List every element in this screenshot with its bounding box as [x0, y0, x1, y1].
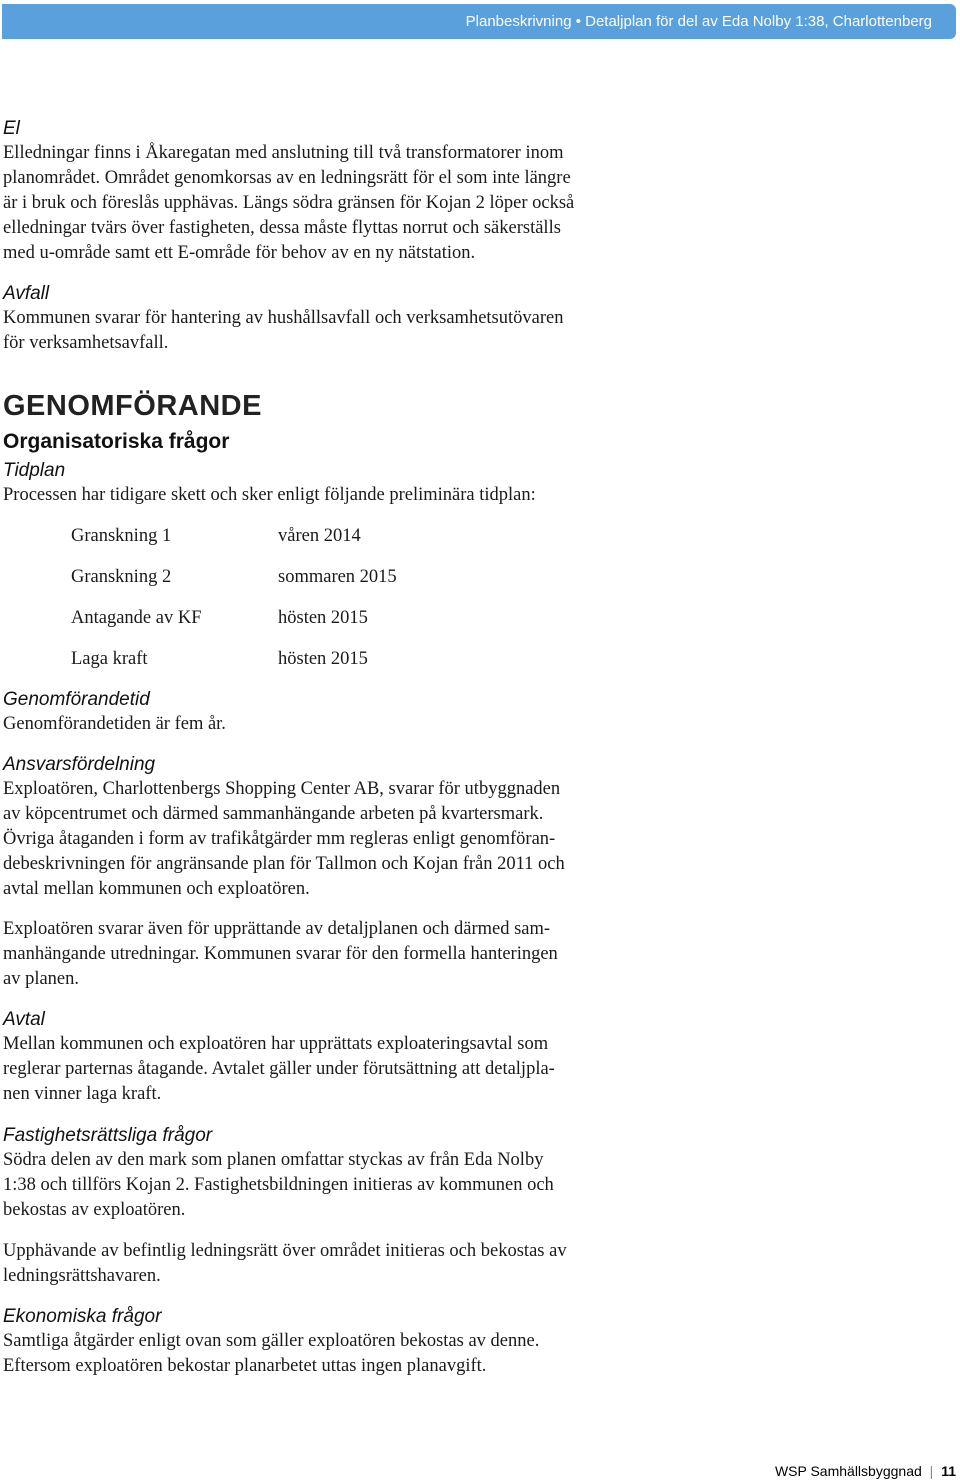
tidplan-row [71, 565, 643, 606]
section-heading-ansvar: Ansvarsfördelning [3, 754, 156, 775]
text-line: 1:38 och tillförs Kojan 2. Fastighetsbildningen initieras av kommunen och [3, 1175, 554, 1195]
tidplan-row [71, 524, 643, 565]
tidplan-step: Laga kraft [71, 649, 148, 669]
genomforandetid-text: Genomförandetiden är fem år. [3, 714, 226, 734]
text-line: nen vinner laga kraft. [3, 1084, 162, 1104]
document-title: Planbeskrivning • Detaljplan för del av Eda Nolby 1:38, Charlottenberg [465, 13, 932, 30]
paragraph-ekonomi [3, 1329, 643, 1379]
text-line: av planen. [3, 969, 80, 989]
text-line: ledningsrättshavaren. [3, 1266, 161, 1286]
text-line: elledningar tvärs över fastigheten, dessa måste flyttas norrut och säkerställs [3, 218, 561, 238]
tidplan-row [71, 606, 643, 647]
tidplan-date: våren 2014 [278, 526, 361, 546]
text-line: Mellan kommunen och exploatören har upprättats exploateringsavtal som [3, 1034, 549, 1054]
paragraph-avtal [3, 1032, 643, 1107]
text-line: bekostas av exploatören. [3, 1200, 186, 1220]
tidplan-table [3, 524, 643, 687]
text-line: Elledningar finns i Åkaregatan med anslutning till två transformatorer inom [3, 143, 564, 163]
section-heading-tidplan: Tidplan [3, 460, 66, 481]
tidplan-date: hösten 2015 [278, 649, 368, 669]
paragraph-fastighet-2 [3, 1239, 643, 1289]
section-heading-ekonomi: Ekonomiska frågor [3, 1306, 162, 1327]
text-line: för verksamhetsavfall. [3, 333, 169, 353]
section-heading-genomforandetid: Genomförandetid [3, 689, 150, 710]
tidplan-row [71, 647, 643, 687]
paragraph-ansvar-1 [3, 777, 643, 902]
header-bar [2, 4, 956, 39]
text-line: Övriga åtaganden i form av trafikåtgärder mm regleras enligt genomföran- [3, 829, 556, 849]
text-line: Kommunen svarar för hantering av hushållsavfall och verksamhetsutövaren [3, 308, 564, 328]
section-heading-fastighet: Fastighetsrättsliga frågor [3, 1125, 213, 1146]
tidplan-intro: Processen har tidigare skett och sker enligt följande preliminära tidplan: [3, 485, 536, 505]
paragraph-avfall [3, 306, 643, 356]
page-footer [775, 1463, 956, 1479]
text-line: med u-område samt ett E-område för behov av en ny nätstation. [3, 243, 476, 263]
section-heading-el: El [3, 118, 20, 139]
section-heading-avfall: Avfall [3, 283, 50, 304]
tidplan-step: Antagande av KF [71, 608, 202, 628]
tidplan-step: Granskning 1 [71, 526, 172, 546]
footer-separator: | [929, 1463, 934, 1479]
page-content [3, 116, 643, 1379]
chapter-title: GENOMFÖRANDE [3, 390, 262, 422]
text-line: är i bruk och föreslås upphävas. Längs södra gränsen för Kojan 2 löper också [3, 193, 575, 213]
paragraph-fastighet-1 [3, 1148, 643, 1223]
tidplan-date: hösten 2015 [278, 608, 368, 628]
paragraph-el [3, 141, 643, 266]
tidplan-step: Granskning 2 [71, 567, 172, 587]
text-line: avtal mellan kommunen och exploatören. [3, 879, 310, 899]
text-line: reglerar parternas åtagande. Avtalet gäller under förutsättning att detaljpla- [3, 1059, 555, 1079]
text-line: planområdet. Området genomkorsas av en ledningsrätt för el som inte längre [3, 168, 571, 188]
page-number: 11 [941, 1463, 956, 1479]
footer-company: WSP Samhällsbyggnad [774, 1463, 922, 1479]
section-title-organisatoriska: Organisatoriska frågor [3, 430, 230, 453]
text-line: Samtliga åtgärder enligt ovan som gäller exploatören bekostas av denne. [3, 1331, 540, 1351]
text-line: Upphävande av befintlig ledningsrätt över området initieras och bekostas av [3, 1241, 567, 1261]
text-line: debeskrivningen för angränsande plan för Tallmon och Kojan från 2011 och [3, 854, 565, 874]
text-line: Södra delen av den mark som planen omfattar styckas av från Eda Nolby [3, 1150, 544, 1170]
tidplan-date: sommaren 2015 [278, 567, 397, 587]
text-line: Eftersom exploatören bekostar planarbetet uttas ingen planavgift. [3, 1356, 487, 1376]
section-heading-avtal: Avtal [3, 1009, 45, 1030]
paragraph-ansvar-2 [3, 917, 643, 992]
text-line: manhängande utredningar. Kommunen svarar för den formella hanteringen [3, 944, 558, 964]
text-line: av köpcentrumet och därmed sammanhängande arbeten på kvartersmark. [3, 804, 544, 824]
text-line: Exploatören svarar även för upprättande av detaljplanen och därmed sam- [3, 919, 551, 939]
text-line: Exploatören, Charlottenbergs Shopping Center AB, svarar för utbyggnaden [3, 779, 561, 799]
